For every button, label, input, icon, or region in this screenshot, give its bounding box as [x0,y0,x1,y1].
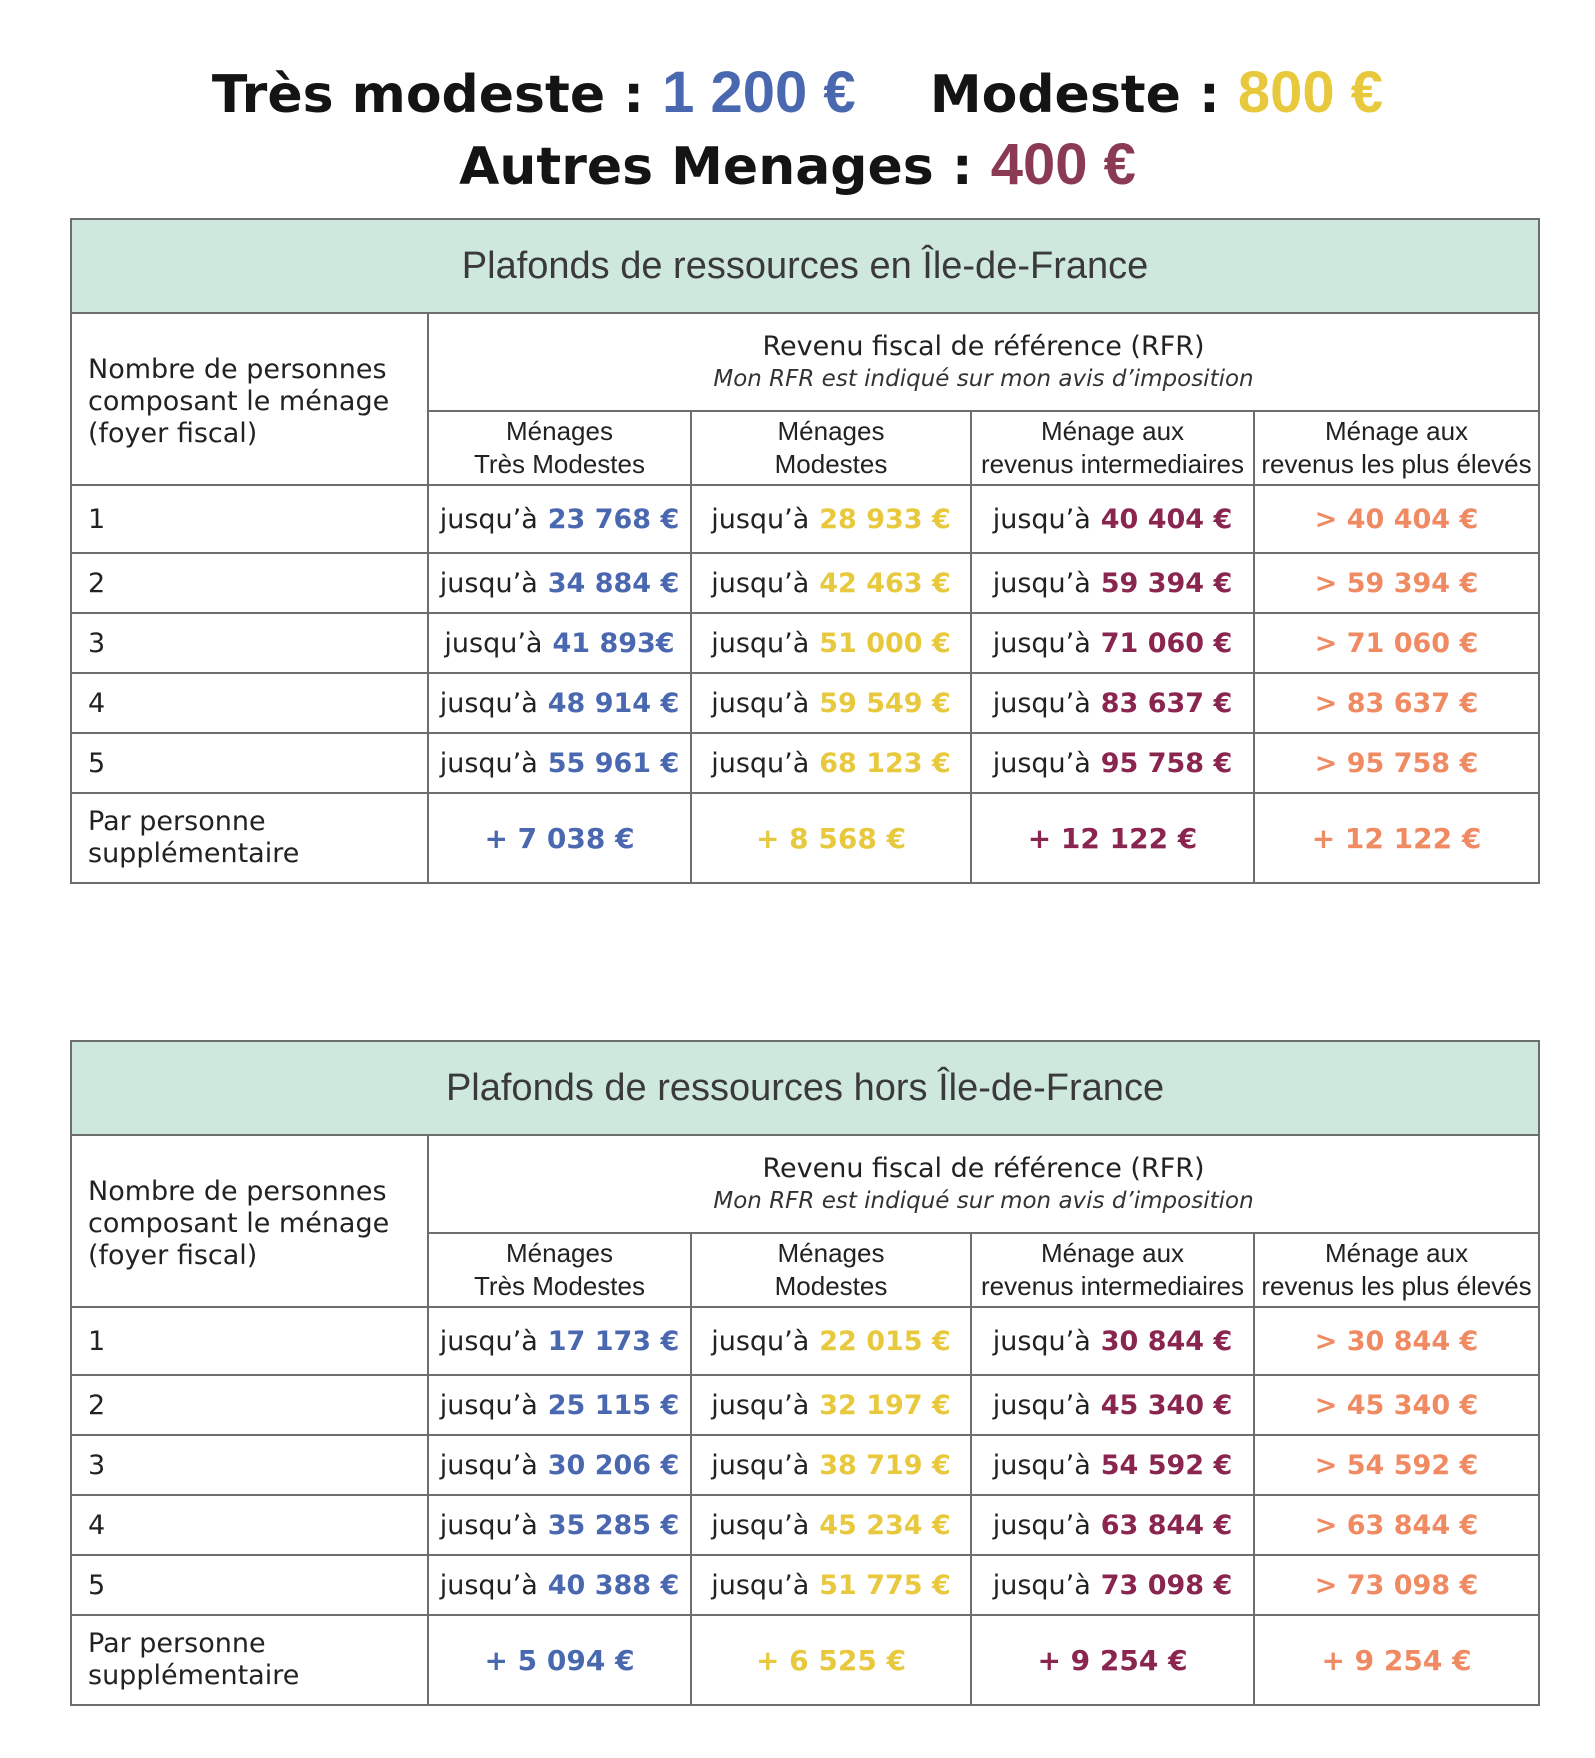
header-line-1 [0,58,1595,130]
extra-person-value-tres-modestes: + 7 038 € [428,793,691,883]
threshold-cell-intermediaires [971,485,1254,553]
column-header-line: revenus les plus élevés [1261,1271,1532,1301]
threshold-prefix: jusqu’à [439,1449,538,1481]
threshold-value: 25 115 € [547,1389,680,1421]
threshold-prefix: jusqu’à [992,567,1091,599]
threshold-value: > 73 098 € [1314,1569,1479,1601]
threshold-cell-modestes [691,1375,971,1435]
column-header-line: revenus intermediaires [980,1271,1244,1301]
threshold-cell-plus-eleves [1254,1435,1539,1495]
household-size-cell: 5 [71,1555,428,1615]
threshold-value: 22 015 € [819,1325,951,1357]
threshold-value: 55 961 € [547,747,680,779]
table-row [71,1307,1539,1375]
threshold-cell-intermediaires [971,613,1254,673]
household-size-cell: 3 [71,613,428,673]
threshold-cell-plus-eleves [1254,1495,1539,1555]
column-header-line: Modestes [774,449,888,479]
extra-person-value-modestes: + 6 525 € [691,1615,971,1705]
threshold-prefix: jusqu’à [992,687,1091,719]
threshold-cell-modestes [691,1435,971,1495]
threshold-cell-modestes [691,485,971,553]
threshold-cell-intermediaires [971,1495,1254,1555]
threshold-prefix: jusqu’à [992,503,1091,535]
threshold-cell-plus-eleves [1254,485,1539,553]
threshold-cell-tres-modestes [428,673,691,733]
table-title: Plafonds de ressources en Île-de-France [71,219,1539,313]
threshold-value: > 83 637 € [1314,687,1479,719]
threshold-cell-tres-modestes [428,553,691,613]
threshold-prefix: jusqu’à [711,747,810,779]
household-size-cell: 1 [71,485,428,553]
threshold-cell-modestes [691,553,971,613]
extra-person-value-tres-modestes: + 5 094 € [428,1615,691,1705]
threshold-cell-tres-modestes [428,1495,691,1555]
threshold-prefix: jusqu’à [992,1509,1091,1541]
column-header-intermediaires [971,411,1254,485]
table-row [71,1435,1539,1495]
column-header-line: revenus intermediaires [980,449,1244,479]
threshold-cell-plus-eleves [1254,553,1539,613]
column-header-modestes [691,411,971,485]
threshold-value: 34 884 € [547,567,680,599]
column-header-tres-modestes [428,411,691,485]
threshold-prefix: jusqu’à [992,1449,1091,1481]
threshold-value: 45 340 € [1100,1389,1233,1421]
threshold-value: > 40 404 € [1314,503,1479,535]
threshold-prefix: jusqu’à [711,1389,810,1421]
threshold-cell-tres-modestes [428,1307,691,1375]
threshold-value: > 63 844 € [1314,1509,1479,1541]
column-header-plus-eleves [1254,411,1539,485]
threshold-prefix: jusqu’à [711,627,810,659]
threshold-value: 51 775 € [819,1569,951,1601]
table-row [71,1555,1539,1615]
threshold-value: 48 914 € [547,687,680,719]
threshold-prefix: jusqu’à [439,567,538,599]
extra-person-label: Par personne supplémentaire [71,793,428,883]
threshold-value: 63 844 € [1100,1509,1233,1541]
threshold-value: 59 549 € [819,687,951,719]
threshold-prefix: jusqu’à [439,1389,538,1421]
threshold-prefix: jusqu’à [992,1325,1091,1357]
threshold-cell-intermediaires [971,1307,1254,1375]
extra-person-value-intermediaires: + 9 254 € [971,1615,1254,1705]
threshold-cell-intermediaires [971,733,1254,793]
threshold-value: 32 197 € [819,1389,951,1421]
threshold-value: 28 933 € [819,503,951,535]
household-size-header: Nombre de personnes composant le ménage (foyer fiscal) [71,1135,428,1307]
household-size-cell: 4 [71,673,428,733]
threshold-value: 17 173 € [547,1325,680,1357]
modeste-amount: 800 € [1237,60,1384,125]
threshold-value: 42 463 € [819,567,951,599]
household-size-header: Nombre de personnes composant le ménage (foyer fiscal) [71,313,428,485]
threshold-prefix: jusqu’à [711,687,810,719]
threshold-cell-modestes [691,613,971,673]
household-size-cell: 2 [71,553,428,613]
threshold-prefix: jusqu’à [439,747,538,779]
threshold-prefix: jusqu’à [711,1569,810,1601]
column-header-line: Ménages [777,1238,885,1268]
threshold-prefix: jusqu’à [439,1325,538,1357]
threshold-cell-tres-modestes [428,1375,691,1435]
threshold-prefix: jusqu’à [711,1325,810,1357]
table-row [71,1495,1539,1555]
column-header-line: Ménages [506,416,613,446]
extra-person-value-plus-eleves: + 9 254 € [1254,1615,1539,1705]
rfr-header [428,1135,1539,1233]
column-header-line: Ménage aux [1040,416,1185,446]
table-title: Plafonds de ressources hors Île-de-France [71,1041,1539,1135]
column-header-line: Très Modestes [474,1271,645,1301]
autres-menages-amount: 400 € [990,132,1136,197]
column-header-plus-eleves [1254,1233,1539,1307]
threshold-value: > 45 340 € [1314,1389,1479,1421]
column-header-line: Ménages [777,416,885,446]
threshold-cell-tres-modestes [428,733,691,793]
column-header-line: Ménage aux [1040,1238,1185,1268]
extra-person-value-modestes: + 8 568 € [691,793,971,883]
table-row [71,673,1539,733]
column-header-line: Modestes [774,1271,888,1301]
threshold-value: 73 098 € [1100,1569,1233,1601]
tres-modeste-label: Très modeste : [211,65,663,125]
rfr-subtitle: Mon RFR est indiqué sur mon avis d’imposition [713,1188,1254,1214]
household-size-cell: 4 [71,1495,428,1555]
table-row-extra-person [71,793,1539,883]
threshold-prefix: jusqu’à [992,747,1091,779]
threshold-prefix: jusqu’à [711,567,810,599]
table-row-extra-person [71,1615,1539,1705]
column-header-modestes [691,1233,971,1307]
threshold-value: > 95 758 € [1314,747,1479,779]
aid-amounts-header [0,58,1595,202]
threshold-cell-plus-eleves [1254,1555,1539,1615]
tres-modeste-amount: 1 200 € [662,60,856,125]
threshold-cell-intermediaires [971,1435,1254,1495]
threshold-cell-tres-modestes [428,1555,691,1615]
threshold-value: 40 388 € [547,1569,680,1601]
table-row [71,553,1539,613]
threshold-value: 38 719 € [819,1449,951,1481]
threshold-cell-modestes [691,1555,971,1615]
column-header-line: Ménage aux [1324,1238,1469,1268]
threshold-cell-plus-eleves [1254,613,1539,673]
table-row [71,1375,1539,1435]
table-row [71,613,1539,673]
rfr-title: Revenu fiscal de référence (RFR) [762,1153,1205,1184]
household-size-cell: 3 [71,1435,428,1495]
rfr-subtitle: Mon RFR est indiqué sur mon avis d’imposition [713,366,1254,392]
threshold-cell-tres-modestes [428,1435,691,1495]
threshold-value: 95 758 € [1100,747,1233,779]
threshold-value: 45 234 € [819,1509,951,1541]
threshold-prefix: jusqu’à [992,1569,1091,1601]
threshold-prefix: jusqu’à [444,627,543,659]
threshold-prefix: jusqu’à [439,1569,538,1601]
column-header-line: Très Modestes [474,449,645,479]
column-header-line: Ménage aux [1324,416,1469,446]
threshold-value: > 71 060 € [1314,627,1479,659]
extra-person-value-plus-eleves: + 12 122 € [1254,793,1539,883]
threshold-cell-modestes [691,673,971,733]
threshold-value: 59 394 € [1100,567,1233,599]
extra-person-label: Par personne supplémentaire [71,1615,428,1705]
household-size-cell: 1 [71,1307,428,1375]
threshold-prefix: jusqu’à [439,1509,538,1541]
threshold-cell-tres-modestes [428,613,691,673]
household-size-cell: 2 [71,1375,428,1435]
modeste-label: Modeste : [929,65,1238,125]
threshold-value: 54 592 € [1100,1449,1233,1481]
threshold-prefix: jusqu’à [992,1389,1091,1421]
threshold-cell-intermediaires [971,673,1254,733]
table-row [71,485,1539,553]
threshold-cell-plus-eleves [1254,733,1539,793]
table-row [71,733,1539,793]
threshold-cell-intermediaires [971,553,1254,613]
threshold-value: 71 060 € [1100,627,1233,659]
threshold-prefix: jusqu’à [439,503,538,535]
threshold-cell-tres-modestes [428,485,691,553]
threshold-value: 40 404 € [1100,503,1233,535]
threshold-value: 41 893€ [552,627,675,659]
column-header-intermediaires [971,1233,1254,1307]
threshold-prefix: jusqu’à [711,503,810,535]
threshold-cell-plus-eleves [1254,1307,1539,1375]
autres-menages-label: Autres Menages : [459,137,991,197]
column-header-line: revenus les plus élevés [1261,449,1532,479]
threshold-cell-plus-eleves [1254,1375,1539,1435]
threshold-value: > 30 844 € [1314,1325,1479,1357]
table-hors-ile-de-france [70,1040,1540,1706]
column-header-tres-modestes [428,1233,691,1307]
threshold-value: 35 285 € [547,1509,680,1541]
threshold-cell-intermediaires [971,1555,1254,1615]
threshold-value: 51 000 € [819,627,951,659]
threshold-prefix: jusqu’à [992,627,1091,659]
threshold-value: 30 206 € [547,1449,680,1481]
threshold-cell-modestes [691,1307,971,1375]
header-line-2 [0,130,1595,202]
threshold-value: > 59 394 € [1314,567,1479,599]
threshold-prefix: jusqu’à [711,1509,810,1541]
extra-person-value-intermediaires: + 12 122 € [971,793,1254,883]
threshold-value: > 54 592 € [1314,1449,1479,1481]
rfr-header [428,313,1539,411]
threshold-value: 83 637 € [1100,687,1233,719]
table-ile-de-france [70,218,1540,884]
threshold-value: 23 768 € [547,503,680,535]
household-size-cell: 5 [71,733,428,793]
threshold-value: 68 123 € [819,747,951,779]
threshold-value: 30 844 € [1100,1325,1233,1357]
threshold-prefix: jusqu’à [439,687,538,719]
column-header-line: Ménages [506,1238,613,1268]
rfr-title: Revenu fiscal de référence (RFR) [762,331,1205,362]
threshold-cell-plus-eleves [1254,673,1539,733]
threshold-cell-modestes [691,1495,971,1555]
threshold-cell-intermediaires [971,1375,1254,1435]
threshold-prefix: jusqu’à [711,1449,810,1481]
threshold-cell-modestes [691,733,971,793]
